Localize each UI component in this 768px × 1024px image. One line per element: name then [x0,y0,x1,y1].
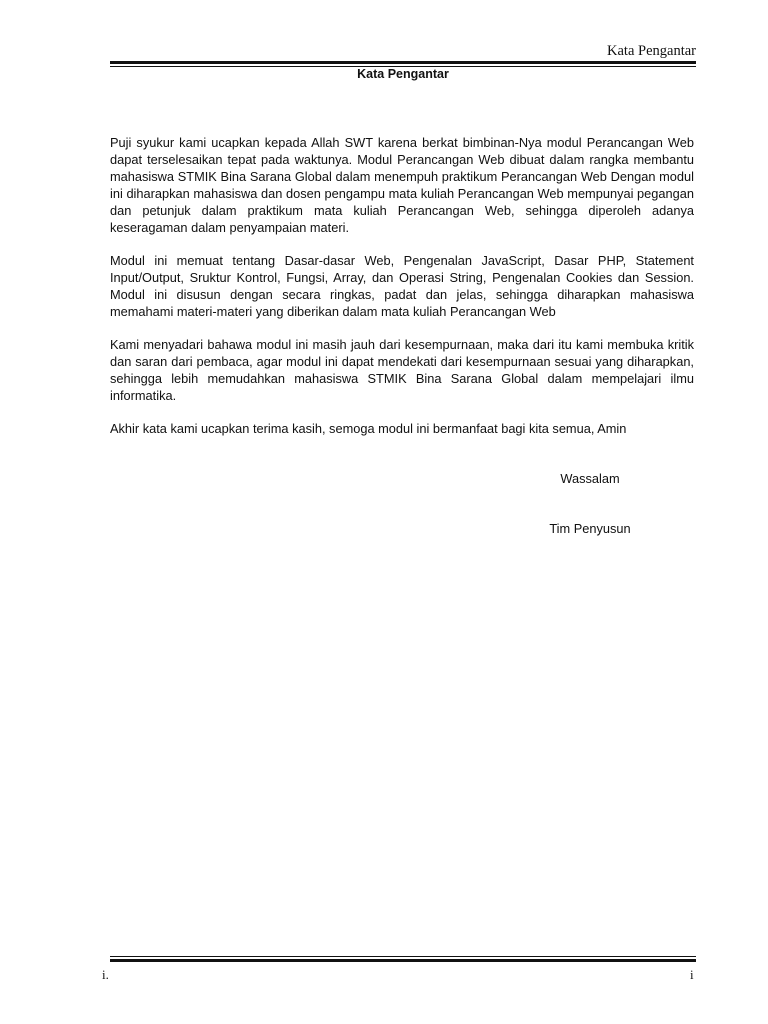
paragraph-1: Puji syukur kami ucapkan kepada Allah SWT karena berkat bimbinan-Nya modul Perancangan Web dapat terselesaikan tepat pada waktunya. Modul Perancangan Web dibuat dalam rangka membantu mahasiswa STMIK Bina Sarana Global dalam menempuh praktikum Perancangan Web Dengan modul ini diharapkan mahasiswa dan dosen pengampu mata kuliah Perancangan Web mempunyai pegangan dan petunjuk dalam praktikum mata kuliah Perancangan Web, sehingga diperoleh adanya keseragaman dalam penyampaian materi. [110,135,694,235]
page-heading: Kata Pengantar [357,67,449,81]
paragraph-4: Akhir kata kami ucapkan terima kasih, semoga modul ini bermanfaat bagi kita semua, Amin [110,421,627,436]
paragraph-3: Kami menyadari bahawa modul ini masih jauh dari kesempurnaan, maka dari itu kami membuka kritik dan saran dari pembaca, agar modul ini dapat mendekati dari kesempurnaan sesuai yang diharapkan, sehingga lebih memudahkan mahasiswa STMIK Bina Sarana Global dalam mempelajari ilmu informatika. [110,337,694,403]
header-running-title: Kata Pengantar [607,43,696,59]
footer-rule-thick [110,959,696,962]
footer-page-number: i [690,967,694,982]
paragraph-2: Modul ini memuat tentang Dasar-dasar Web, Pengenalan JavaScript, Dasar PHP, Statement Input/Output, Sruktur Kontrol, Fungsi, Array, dan Operasi String, Pengenalan Cookies dan Session. Modul ini disusun dengan secara ringkas, padat dan jelas, sehingga diharapkan mahasiswa memahami materi-materi yang diberikan dalam mata kuliah Perancangan Web [110,253,694,319]
body-text [110,134,694,453]
footer-left-label: i. [102,967,109,982]
header-rule-thick [110,61,696,64]
footer-rule-thin [110,956,696,957]
closing-salutation: Wassalam [560,471,620,486]
signature: Tim Penyusun [549,521,631,536]
